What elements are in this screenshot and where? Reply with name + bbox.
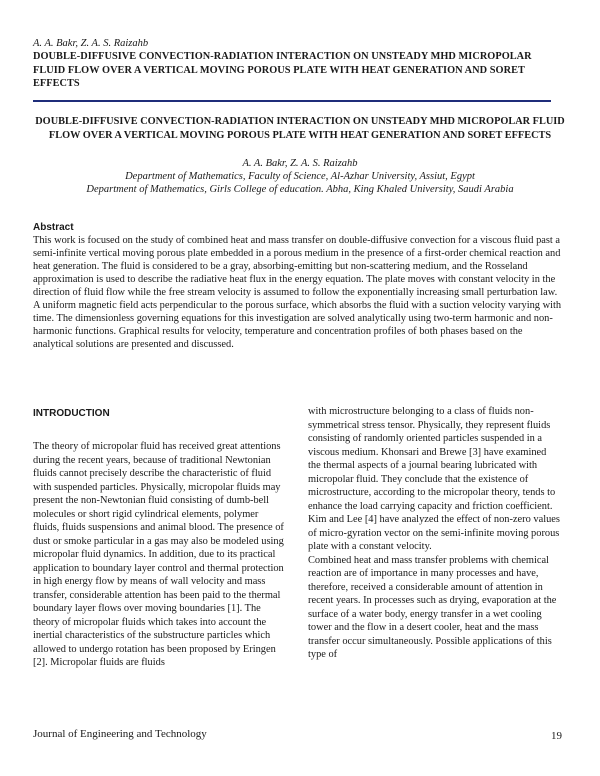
affiliation-2: Department of Mathematics, Girls College of education. Abha, King Khaled University, Saudi Arabia — [86, 184, 514, 195]
article-title: DOUBLE-DIFFUSIVE CONVECTION-RADIATION INTERACTION ON UNSTEADY MHD MICROPOLAR FLUID FLOW OVER A VERTICAL MOVING POROUS PLATE WITH HEAT GENERATION AND SORET EFFECTS — [35, 116, 565, 141]
page-number: 19 — [551, 730, 562, 742]
intro-paragraph-left: The theory of micropolar fluid has received great attentions during the recent years, because of traditional Newtonian fluids cannot precisely describe the characteristic of fluid with suspended particles. Physically, micropolar fluids may present the non-Newtonian fluid consisting of dumb-bell molecules or short rigid cylindrical elements, polymer fluids, fluids suspensions and animal blood. The presence of dust or smoke particular in a gas may also be modeled using micropolar fluid dynamics. In addition, due to its practical application to boundary layer control and thermal protection in high energy flow by means of wall velocity and mass transfer, considerable attention has been paid to the thermal boundary layer flows over moving boundaries [1]. The theory of micropolar fluids which takes into account the inertial characteristics of the substructure particles which allowed to undergo rotation has been proposed by Eringen [2]. Micropolar fluids are fluids — [33, 441, 284, 668]
header-divider — [33, 100, 551, 102]
affiliation-1: Department of Mathematics, Faculty of Science, Al-Azhar University, Assiut, Egypt — [125, 171, 475, 182]
right-column — [308, 405, 560, 662]
introduction-heading: INTRODUCTION — [33, 408, 110, 419]
abstract-text: This work is focused on the study of combined heat and mass transfer on double-diffusive convection for a viscous fluid past a semi-infinite vertical moving porous plate embedded in a porous medium in the presence of a first-order chemical reaction and heat generation. The fluid is considered to be a gray, absorbing-emitting but non-scattering medium, and the Rosseland approximation is used to describe the radiative heat flux in the energy equation. The plate moves with constant velocity in the direction of fluid flow while the free stream velocity is assumed to follow the exponentially increasing small perturbation law. A uniform magnetic field acts perpendicular to the porous surface, which absorbs the fluid with a suction velocity varying with time. The dimensionless governing equations for this investigation are solved analytically using two-term harmonic and non-harmonic functions. Graphical results for velocity, temperature and concentration profiles of both phases based on the analytical solutions are presented and discussed. — [33, 235, 562, 350]
left-column — [33, 408, 285, 670]
footer-journal-name: Journal of Engineering and Technology — [33, 728, 207, 740]
intro-paragraph-right-1: with microstructure belonging to a class of fluids non-symmetrical stress tensor. Physically, they represent fluids consisting of randomly oriented particles suspended in a viscous medium. Khonsari and Brewe [3] have examined the thermal aspects of a journal bearing lubricated with micropolar fluid. They conclude that the existence of microstructure, according to the micropolar theory, tends to enhance the load carrying capacity and friction coefficient. Kim and Lee [4] have analyzed the effect of non-zero values of micro-gyration vector on the semi-infinite moving porous plate with a constant velocity. — [308, 406, 560, 552]
abstract-heading: Abstract — [33, 222, 74, 233]
running-header-title: DOUBLE-DIFFUSIVE CONVECTION-RADIATION INTERACTION ON UNSTEADY MHD MICROPOLAR FLUID FLOW OVER A VERTICAL MOVING POROUS PLATE WITH HEAT GENERATION AND SORET EFFECTS — [33, 51, 532, 89]
intro-paragraph-right-2: Combined heat and mass transfer problems with chemical reaction are of importance in many processes and have, therefore, received a considerable amount of attention in recent years. In processes such as drying, evaporation at the surface of a water body, energy transfer in a wet cooling tower and the flow in a desert cooler, heat and the mass transfer occur simultaneously. Possible applications of this type of — [308, 554, 557, 660]
running-header-authors: A. A. Bakr, Z. A. S. Raizahb — [33, 38, 149, 49]
article-authors: A. A. Bakr, Z. A. S. Raizahb — [242, 158, 358, 169]
